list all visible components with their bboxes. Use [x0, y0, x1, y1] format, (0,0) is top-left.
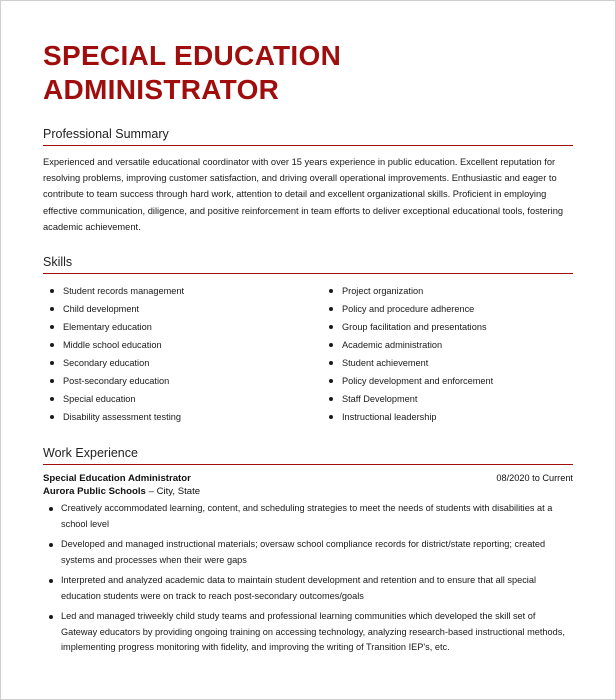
list-item: Led and managed triweekly child study teams and professional learning communities which developed the skill set of Gateway educators by providing ongoing training on accessing technology, analyzing research-based instructional methods, implementing progress monitoring with fidelity, and improving the writing of Transition IEP's, etc.	[43, 609, 573, 656]
resume-content	[1, 1, 615, 656]
list-item: Secondary education	[47, 354, 308, 372]
summary-text: Experienced and versatile educational coordinator with over 15 years experience in public education. Excellent reputation for resolving problems, improving customer satisfaction, and driving overall operational improvements. Enthusiastic and eager to contribute to team success through hard work, attention to detail and excellent organizational skills. Proficient in employing effective communication, diligence, and positive reinforcement in team efforts to deliver exceptional educational tools, fostering academic achievement.	[43, 157, 564, 232]
section-professional-summary	[43, 127, 573, 235]
section-heading-experience: Work Experience	[43, 446, 138, 461]
job-title: Special Education Administrator	[43, 473, 191, 485]
skills-column-left	[43, 282, 308, 426]
list-item: Student records management	[47, 282, 308, 300]
list-item: Interpreted and analyzed academic data to maintain student development and retention and to ensure that all special education students were on track to reach post-secondary outcomes/goals	[43, 573, 573, 604]
resume-title: SPECIAL EDUCATION ADMINISTRATOR	[43, 40, 342, 105]
list-item: Special education	[47, 390, 308, 408]
list-item: Disability assessment testing	[47, 408, 308, 426]
list-item: Staff Development	[326, 390, 573, 408]
list-item: Middle school education	[47, 336, 308, 354]
list-item: Instructional leadership	[326, 408, 573, 426]
list-item: Student achievement	[326, 354, 573, 372]
job-entry	[43, 473, 573, 656]
job-header-row	[43, 473, 573, 484]
section-work-experience	[43, 446, 573, 656]
skills-columns	[43, 282, 573, 426]
list-item: Creatively accommodated learning, content, and scheduling strategies to meet the needs of students with disabilities at a school level	[43, 501, 573, 532]
skills-column-right	[308, 282, 573, 426]
list-item: Elementary education	[47, 318, 308, 336]
list-item: Developed and managed instructional materials; oversaw school compliance records for district/state reporting; created systems and processes when their were gaps	[43, 537, 573, 568]
section-skills	[43, 255, 573, 426]
skills-list-left	[47, 282, 308, 426]
list-item: Group facilitation and presentations	[326, 318, 573, 336]
section-divider	[43, 145, 573, 146]
job-location: – City, State	[148, 486, 201, 498]
section-heading-skills: Skills	[43, 255, 73, 270]
list-item: Policy development and enforcement	[326, 372, 573, 390]
list-item: Child development	[47, 300, 308, 318]
list-item: Project organization	[326, 282, 573, 300]
section-heading-summary: Professional Summary	[43, 127, 169, 141]
job-company-line	[43, 486, 573, 497]
list-item: Academic administration	[326, 336, 573, 354]
list-item: Policy and procedure adherence	[326, 300, 573, 318]
section-divider	[43, 273, 573, 274]
job-company-name: Aurora Public Schools	[43, 486, 146, 498]
section-divider	[43, 464, 573, 465]
job-dates: 08/2020 to Current	[496, 473, 573, 484]
skills-list-right	[326, 282, 573, 426]
list-item: Post-secondary education	[47, 372, 308, 390]
job-bullet-list	[43, 501, 573, 656]
